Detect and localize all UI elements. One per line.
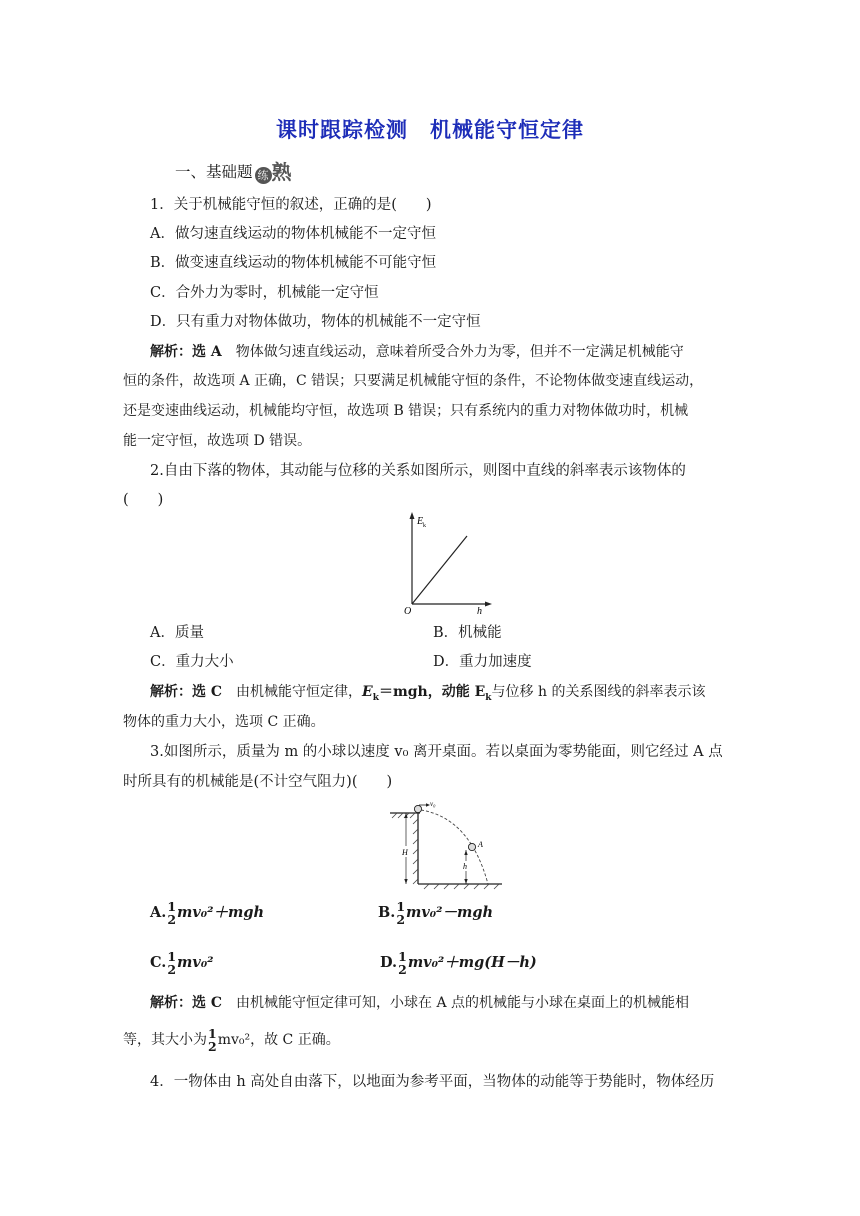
q3-option-a-fraction: 1 2 [167,899,177,927]
q3-analysis-label: 解析：选 C [150,995,223,1011]
q1-analysis-label: 解析：选 A [150,344,222,360]
page-title: 课时跟踪检测 机械能守恒定律 [276,118,584,142]
q2-option-c: C．重力大小 [150,654,234,670]
q3-option-c: C. 1 2 mv₀² [150,949,214,977]
practice-badge-icon: 练 [255,167,272,184]
q3-point-a-label: A [478,840,483,849]
q3-v0-label: v₀ [430,800,436,808]
q3-option-d: D. 1 2 mv₀²＋mg(H－h) [380,949,537,977]
q3-H-label: H [402,848,408,857]
q3-projectile-figure [388,800,508,892]
q1-analysis-line1: 解析：选 A 物体做匀速直线运动，意味着所受合外力为零，但并不一定满足机械能守 [150,344,684,360]
q3-option-d-fraction: 1 2 [398,949,407,977]
q3-option-a: A. 1 2 mv₀²＋mgh [150,899,265,927]
q3-h-label: h [463,862,467,871]
q1-option-c: C．合外力为零时，机械能一定守恒 [150,285,379,301]
q2-option-d: D．重力加速度 [433,654,532,670]
q3-option-b: B. 1 2 mv₀²－mgh [378,899,494,927]
section-label: 一、基础题 [175,163,253,181]
q1-option-d: D．只有重力对物体做功，物体的机械能不一定守恒 [150,314,481,330]
q3-stem-line2: 时所具有的机械能是(不计空气阻力)( ) [123,774,393,790]
q2-y-axis-sub: k [423,523,426,529]
q2-option-a: A．质量 [150,625,204,641]
q2-analysis-line1: 解析：选 C 由机械能守恒定律，$E_k=mgh$，动能 $E_k$与位移 h 的关系图线的斜率表示该 [150,684,706,703]
q2-x-axis-label: h [477,606,482,616]
q1-analysis-line3: 还是变速曲线运动，机械能均守恒，故选项 B 错误；只有系统内的重力对物体做功时，机械 [123,403,689,419]
q1-option-a: A．做匀速直线运动的物体机械能不一定守恒 [150,226,436,242]
q2-option-b: B．机械能 [433,625,502,641]
q3-analysis-line1: 解析：选 C 由机械能守恒定律可知，小球在 A 点的机械能与小球在桌面上的机械能相 [150,995,690,1011]
q3-analysis-fraction: 1 2 [208,1026,217,1054]
q2-analysis-label: 解析：选 C [150,684,223,700]
q1-analysis-line4: 能一定守恒，故选项 D 错误。 [123,433,312,449]
q1-option-b: B．做变速直线运动的物体机械能不可能守恒 [150,255,437,271]
q3-analysis-line2: 等，其大小为 1 2 mv₀²，故 C 正确。 [123,1026,340,1054]
q3-stem-line1: 3.如图所示，质量为 m 的小球以速度 v₀ 离开桌面。若以桌面为零势能面，则它经过 A 点 [150,744,723,760]
q3-option-b-fraction: 1 2 [396,899,406,927]
q2-y-axis-label: E [417,516,424,527]
q2-analysis-line2: 物体的重力大小，选项 C 正确。 [123,714,325,730]
q1-stem: 1．关于机械能守恒的叙述，正确的是( ) [150,197,432,213]
q2-origin-label: O [404,606,412,616]
q1-analysis-line2: 恒的条件，故选项 A 正确，C 错误；只要满足机械能守恒的条件，不论物体做变速直线运动， [123,373,704,389]
q2-stem-line1: 2.自由下落的物体，其动能与位移的关系如图所示，则图中直线的斜率表示该物体的 [150,463,686,479]
section-heading [175,156,292,185]
section-big-char: 熟 [271,160,292,184]
q2-ek-h-graph [398,508,498,616]
q2-stem-line2: ( ) [123,492,164,508]
q4-stem-line1: 4．一物体由 h 高处自由落下，以地面为参考平面，当物体的动能等于势能时，物体经历 [150,1074,715,1090]
q3-option-c-fraction: 1 2 [167,949,177,977]
